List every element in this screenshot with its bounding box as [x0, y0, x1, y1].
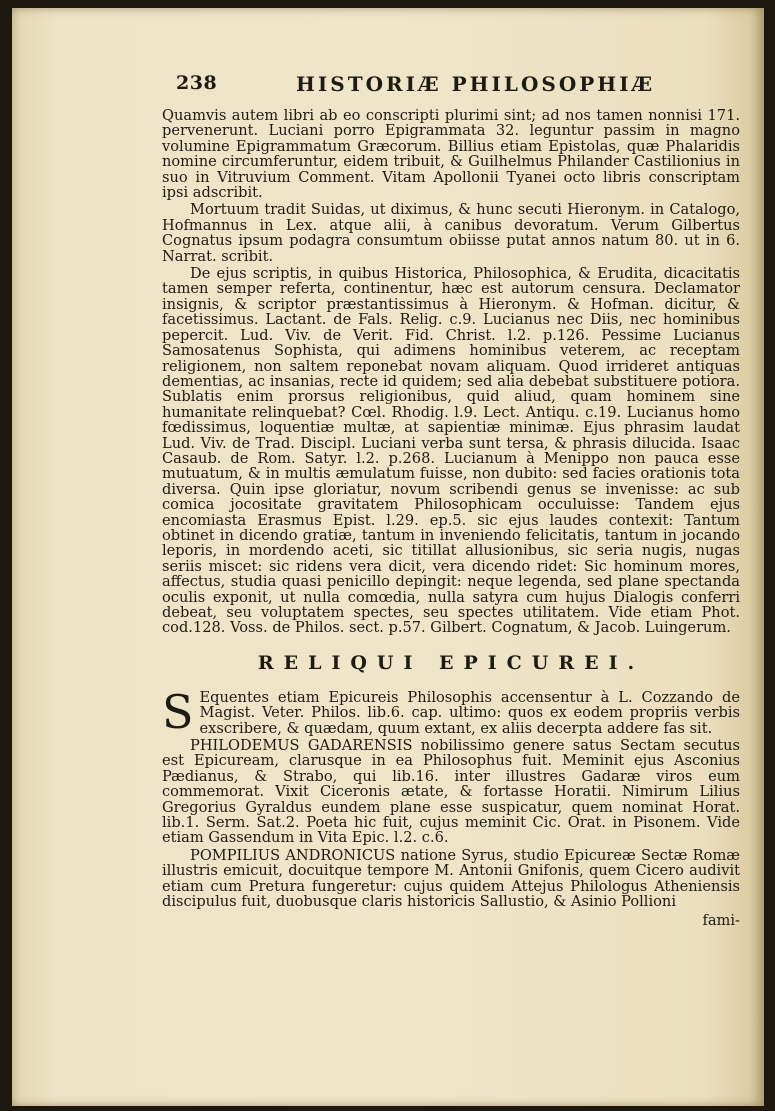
drop-cap: S: [162, 684, 194, 739]
book-page: [12, 8, 764, 1106]
page-number: 238: [176, 72, 218, 94]
running-title: HISTORIÆ PHILOSOPHIÆ: [296, 72, 656, 96]
entry-pompilius: POMPILIUS ANDRONICUS natione Syrus, studio Epicureæ Sectæ Romæ illustris emicuit, docuitque tempore M. Antonii Gnifonis, quem Cicero audivit etiam cum Pretura fungeretur: cujus quidem Attejus Philologus Atheniensis discipulus fuit, duobusque claris historicis Sallustio, & Asinio Pollioni: [162, 846, 740, 911]
paragraph-2: Mortuum tradit Suidas, ut diximus, & hunc secuti Hieronym. in Catalogo, Hofmannus in Lex. atque alii, à canibus devoratum. Verum Gilbertus Cognatus ipsum podagra consumtum obiisse putat annos natum 80. ut in 6. Narrat. scribit.: [162, 201, 740, 265]
paragraph-1: Quamvis autem libri ab eo conscripti plurimi sint; ad nos tamen nonnisi 171. pervenerunt. Luciani porro Epigrammata 32. leguntur passim in magno volumine Epigrammatum Græcorum. Billius etiam Epistolas, quæ Phalaridis nomine circumferuntur, eidem tribuit, & Guilhelmus Philander Castilionius in suo in Vitruvium Comment. Vitam Apollonii Tyanei octo libris conscriptam ipsi adscribit.: [162, 107, 740, 202]
section-intro: [162, 684, 740, 739]
text-block: [162, 108, 740, 929]
catchword: fami-: [702, 911, 740, 929]
running-head: [176, 72, 756, 102]
section-intro-text: Equentes etiam Epicureis Philosophis accensentur à L. Cozzando de Magist. Veter. Philos. lib.6. cap. ultimo: quos ex eodem propriis verbis exscribere, & quædam, quum extant, ex aliis decerpta addere fas sit.: [199, 688, 740, 737]
entry-philodemus: PHILODEMUS GADARENSIS nobilissimo genere satus Sectam secutus est Epicuream, clarusque in ea Philosophus fuit. Meminit ejus Asconius Pædianus, & Strabo, qui lib.16. inter illustres Gadaræ viros eum commemorat. Vixit Ciceronis ætate, & fortasse Horatii. Nimirum Lilius Gregorius Gyraldus eundem plane esse suspicatur, quem nominat Horat. lib.1. Serm. Sat.2. Poeta hic fuit, cujus meminit Cic. Orat. in Pisonem. Vide etiam Gassendum in Vita Epic. l.2. c.6.: [162, 737, 740, 847]
section-heading: RELIQUI EPICUREI.: [257, 651, 645, 674]
paragraph-3: De ejus scriptis, in quibus Historica, Philosophica, & Erudita, dicacitatis tamen semper referta, continentur, hæc est autorum censura. Declamator insignis, & scriptor præstantissimus à Hieronym. & Hofman. dicitur, & facetissimus. Lactant. de Fals. Relig. c.9. Lucianus nec Diis, nec hominibus pepercit. Lud. Viv. de Verit. Fid. Christ. l.2. p.126. Pessime Lucianus Samosatenus Sophista, qui adimens hominibus veterem, ac receptam religionem, non saltem reponebat novam aliquam. Quod irrideret antiquas dementias, ac insanias, recte id quidem; sed alia debebat substituere potiora. Sublatis enim prorsus religionibus, quid aliud, quam hominem sine humanitate relinquebat? Cœl. Rhodig. l.9. Lect. Antiqu. c.19. Lucianus homo fœdissimus, loquentiæ multæ, at sapientiæ minimæ. Ejus phrasim laudat Lud. Viv. de Trad. Discipl. Luciani verba sunt tersa, & phrasis dilucida. Isaac Casaub. de Rom. Satyr. l.2. p.268. Lucianum à Menippo non pauca esse mutuatum, & in multis æmulatum fuisse, non dubito: sed facies orationis tota diversa. Quin ipse gloriatur, novum scribendi genus se invenisse: ac sub comica jocositate gravitatem Philosophicam occuluisse: Tandem ejus encomiasta Erasmus Epist. l.29. ep.5. sic ejus laudes contexit: Tantum obtinet in dicendo gratiæ, tantum in inveniendo felicitatis, tantum in jocando leporis, in mordendo aceti, sic titillat allusionibus, sic seria nugis, nugas seriis miscet: sic ridens vera dicit, vera dicendo ridet: Sic hominum mores, affectus, studia quasi penicillo depingit: neque legenda, sed plane spectanda oculis exponit, ut nulla comœdia, nulla satyra cum hujus Dialogis conferri debeat, seu voluptatem spectes, seu spectes utilitatem. Vide etiam Phot. cod.128. Voss. de Philos. sect. p.57. Gilbert. Cognatum, & Jacob. Luingerum.: [162, 265, 740, 637]
